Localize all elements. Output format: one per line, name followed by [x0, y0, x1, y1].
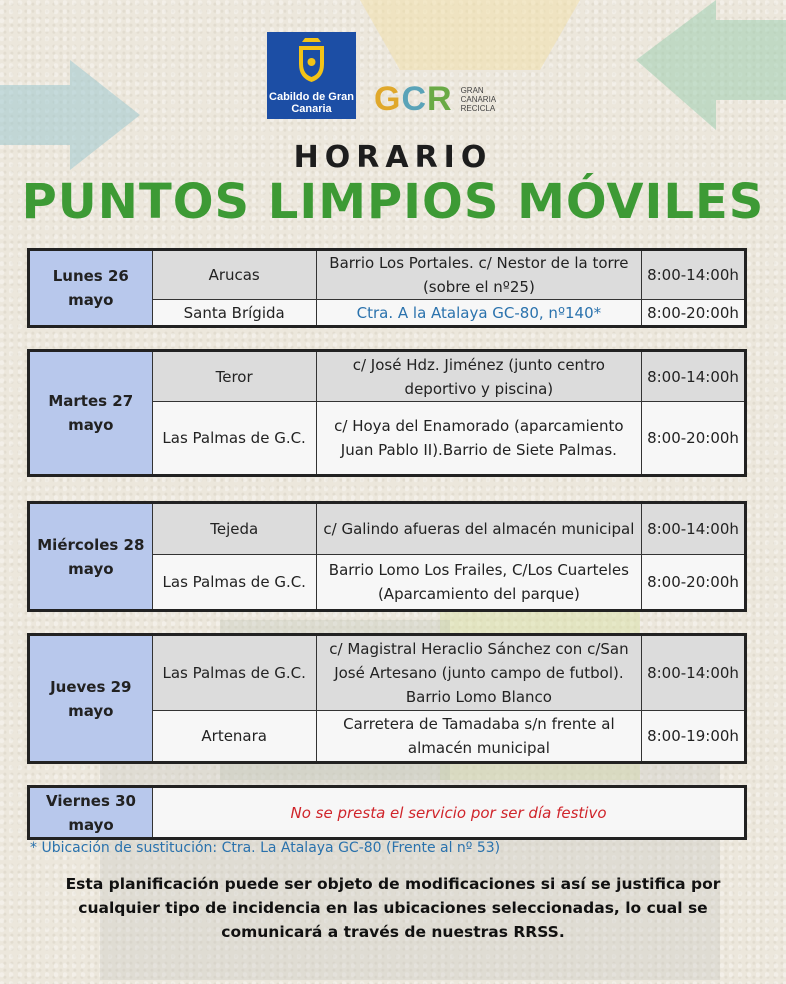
- day-cell: Viernes 30 mayo: [29, 787, 153, 839]
- address-cell: c/ Magistral Heraclio Sánchez con c/San José Artesano (junto campo de futbol). Barrio Lomo Blanco: [316, 635, 641, 711]
- day-cell: Miércoles 28 mayo: [29, 503, 153, 611]
- title-horario: HORARIO: [293, 140, 493, 175]
- cabildo-logo-text: Cabildo de Gran Canaria: [269, 91, 354, 115]
- gcr-logo: [374, 80, 496, 119]
- table-row: [29, 787, 746, 839]
- town-cell: Las Palmas de G.C.: [152, 555, 316, 611]
- town-cell: Santa Brígida: [152, 300, 316, 327]
- schedule-table-friday: [27, 785, 747, 840]
- title-puntos-limpios: PUNTOS LIMPIOS MÓVILES: [21, 174, 765, 230]
- hours-cell: 8:00-20:00h: [642, 402, 746, 476]
- town-cell: Las Palmas de G.C.: [152, 635, 316, 711]
- table-row: [29, 503, 746, 555]
- substitute-location-footnote: * Ubicación de sustitución: Ctra. La Atalaya GC-80 (Frente al nº 53): [30, 840, 501, 856]
- schedule-table-tuesday: [27, 349, 747, 477]
- day-cell: Jueves 29 mayo: [29, 635, 153, 763]
- schedule-table-wednesday: [27, 501, 747, 612]
- hours-cell: 8:00-14:00h: [642, 351, 746, 402]
- schedule-table-monday: [27, 248, 747, 328]
- address-cell: c/ Galindo afueras del almacén municipal: [316, 503, 641, 555]
- hours-cell: 8:00-14:00h: [642, 635, 746, 711]
- address-cell: Barrio Lomo Los Frailes, C/Los Cuarteles (Aparcamiento del parque): [316, 555, 641, 611]
- table-row: [29, 351, 746, 402]
- schedule-table-thursday: [27, 633, 747, 764]
- cabildo-logo: [267, 32, 356, 119]
- gcr-logo-words: GRAN CANARIA RECICLA: [460, 86, 497, 113]
- address-cell: Carretera de Tamadaba s/n frente al almacén municipal: [316, 711, 641, 763]
- town-cell: Artenara: [152, 711, 316, 763]
- address-cell: c/ José Hdz. Jiménez (junto centro deportivo y piscina): [316, 351, 641, 402]
- gcr-logo-mark: GCR: [374, 80, 453, 118]
- decorative-shape-top: [340, 0, 600, 70]
- hours-cell: 8:00-19:00h: [642, 711, 746, 763]
- hours-cell: 8:00-14:00h: [641, 250, 745, 300]
- town-cell: Teror: [152, 351, 316, 402]
- decorative-arrow-right: [636, 0, 786, 140]
- hours-cell: 8:00-20:00h: [641, 300, 745, 327]
- table-row: [29, 250, 746, 300]
- hours-cell: 8:00-20:00h: [641, 555, 745, 611]
- holiday-note: No se presta el servicio por ser día festivo: [153, 787, 746, 839]
- table-row: [29, 635, 746, 711]
- day-cell: Lunes 26 mayo: [29, 250, 153, 327]
- hours-cell: 8:00-14:00h: [641, 503, 745, 555]
- coat-of-arms-icon: [296, 38, 327, 82]
- address-cell: Barrio Los Portales. c/ Nestor de la torre (sobre el nº25): [316, 250, 641, 300]
- town-cell: Las Palmas de G.C.: [152, 402, 316, 476]
- address-cell: c/ Hoya del Enamorado (aparcamiento Juan Pablo II).Barrio de Siete Palmas.: [316, 402, 641, 476]
- town-cell: Tejeda: [152, 503, 316, 555]
- address-cell-substitute: Ctra. A la Atalaya GC-80, nº140*: [316, 300, 641, 327]
- town-cell: Arucas: [152, 250, 316, 300]
- disclaimer-text: Esta planificación puede ser objeto de modificaciones si así se justifica por cualquier tipo de incidencia en las ubicaciones seleccionadas, lo cual se comunicará a través de nuestras RRSS.: [65, 875, 721, 941]
- day-cell: Martes 27 mayo: [29, 351, 153, 476]
